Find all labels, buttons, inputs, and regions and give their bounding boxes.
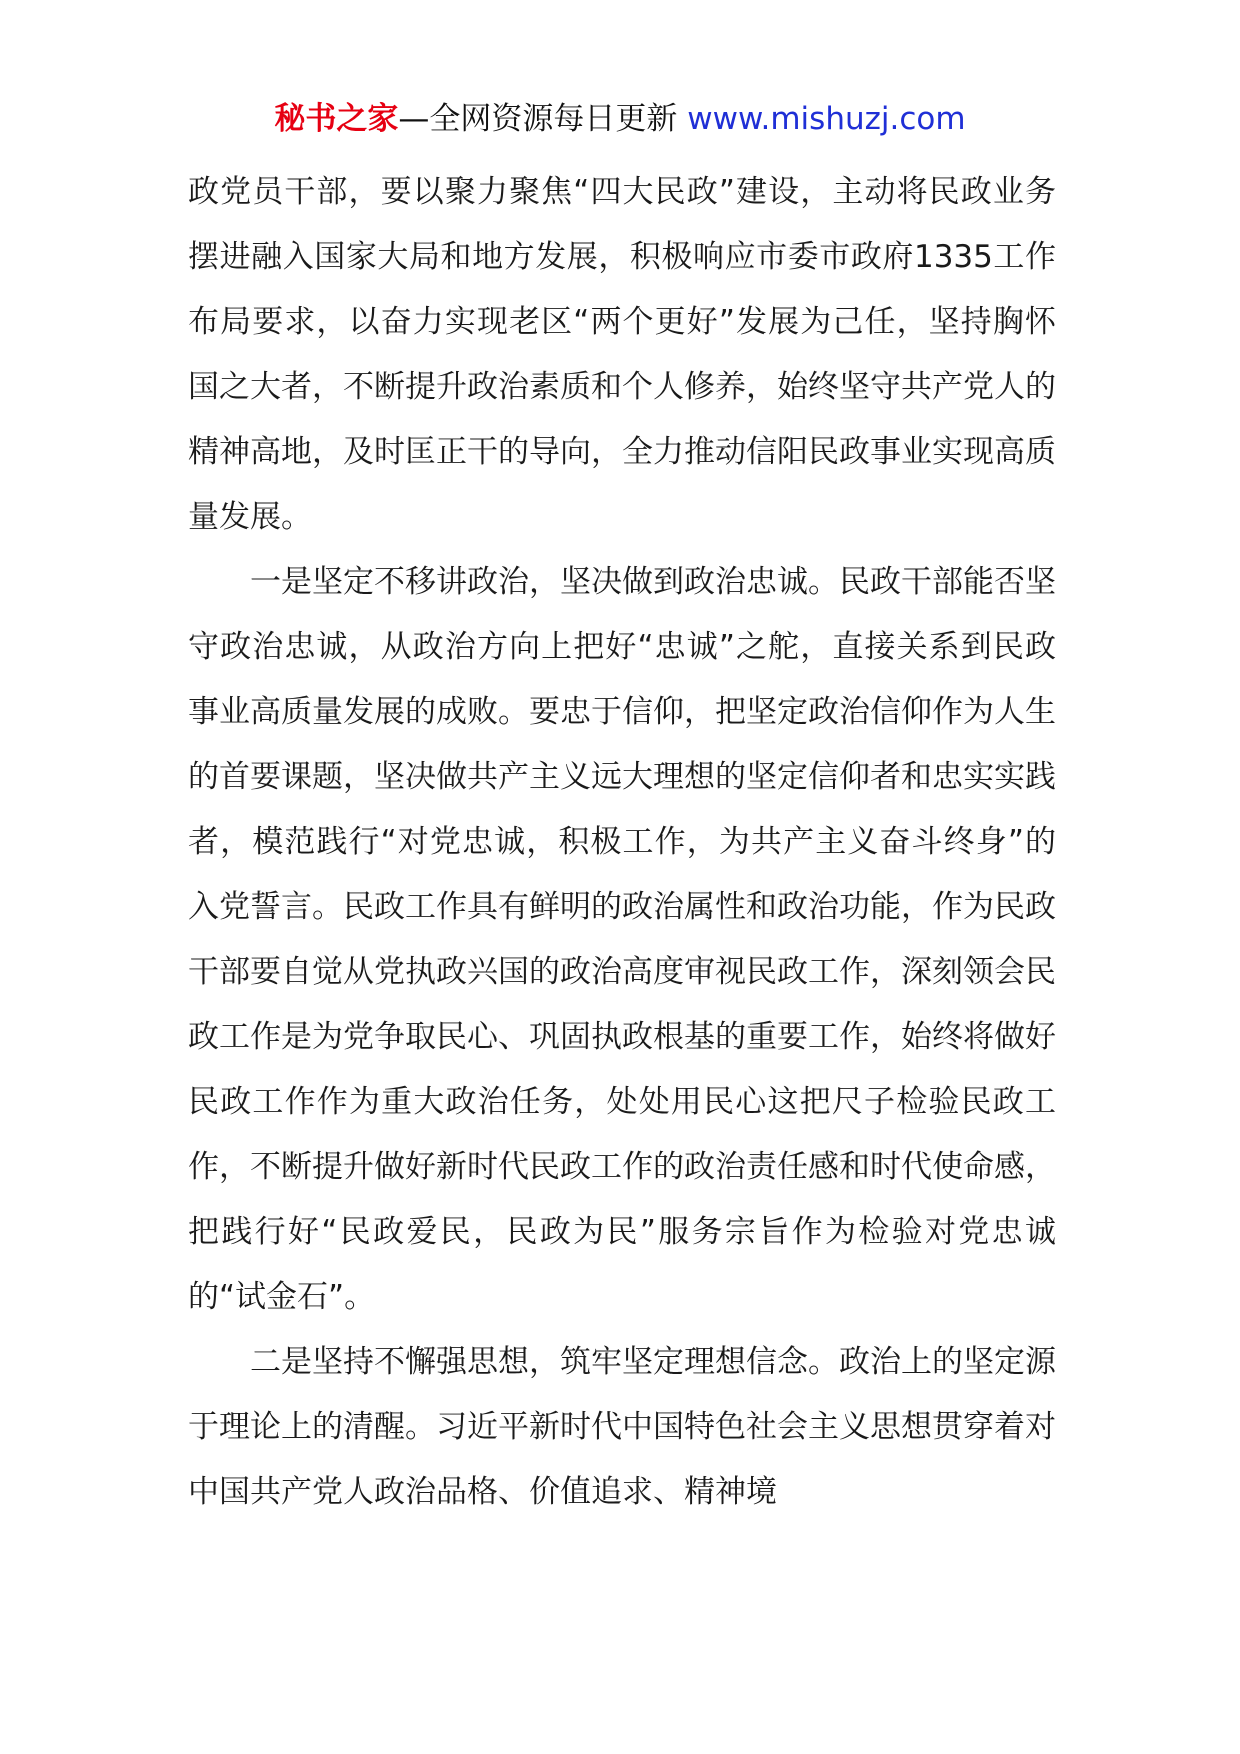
paragraph-continued: 政党员干部，要以聚力聚焦“四大民政”建设，主动将民政业务摆进融入国家大局和地方发展，积极响应市委市政府1335工作布局要求，以奋力实现老区“两个更好”发展为己任，坚持胸怀国之大者，不断提升政治素质和个人修养，始终坚守共产党人的精神高地，及时匡正干的导向，全力推动信阳民政事业实现高质量发展。 bbox=[188, 174, 1056, 535]
site-slogan: —全网资源每日更新 bbox=[398, 101, 688, 137]
paragraph-political-loyalty: 一是坚定不移讲政治，坚决做到政治忠诚。民政干部能否坚守政治忠诚，从政治方向上把好“忠诚”之舵，直接关系到民政事业高质量发展的成败。要忠于信仰，把坚定政治信仰作为人生的首要课题，坚决做共产主义远大理想的坚定信仰者和忠实实践者，模范践行“对党忠诚，积极工作，为共产主义奋斗终身”的入党誓言。民政工作具有鲜明的政治属性和政治功能，作为民政干部要自觉从党执政兴国的政治高度审视民政工作，深刻领会民政工作是为党争取民心、巩固执政根基的重要工作，始终将做好民政工作作为重大政治任务，处处用民心这把尺子检验民政工作，不断提升做好新时代民政工作的政治责任感和时代使命感，把践行好“民政爱民，民政为民”服务宗旨作为检验对党忠诚的“试金石”。 bbox=[188, 564, 1056, 1315]
site-url-link[interactable]: www.mishuzj.com bbox=[687, 101, 966, 137]
site-header bbox=[0, 97, 1240, 141]
paragraph-strengthen-thought: 二是坚持不懈强思想，筑牢坚定理想信念。政治上的坚定源于理论上的清醒。习近平新时代中国特色社会主义思想贯穿着对中国共产党人政治品格、价值追求、精神境 bbox=[188, 1344, 1056, 1510]
site-brand: 秘书之家 bbox=[274, 101, 399, 137]
document-body bbox=[188, 160, 1056, 1525]
